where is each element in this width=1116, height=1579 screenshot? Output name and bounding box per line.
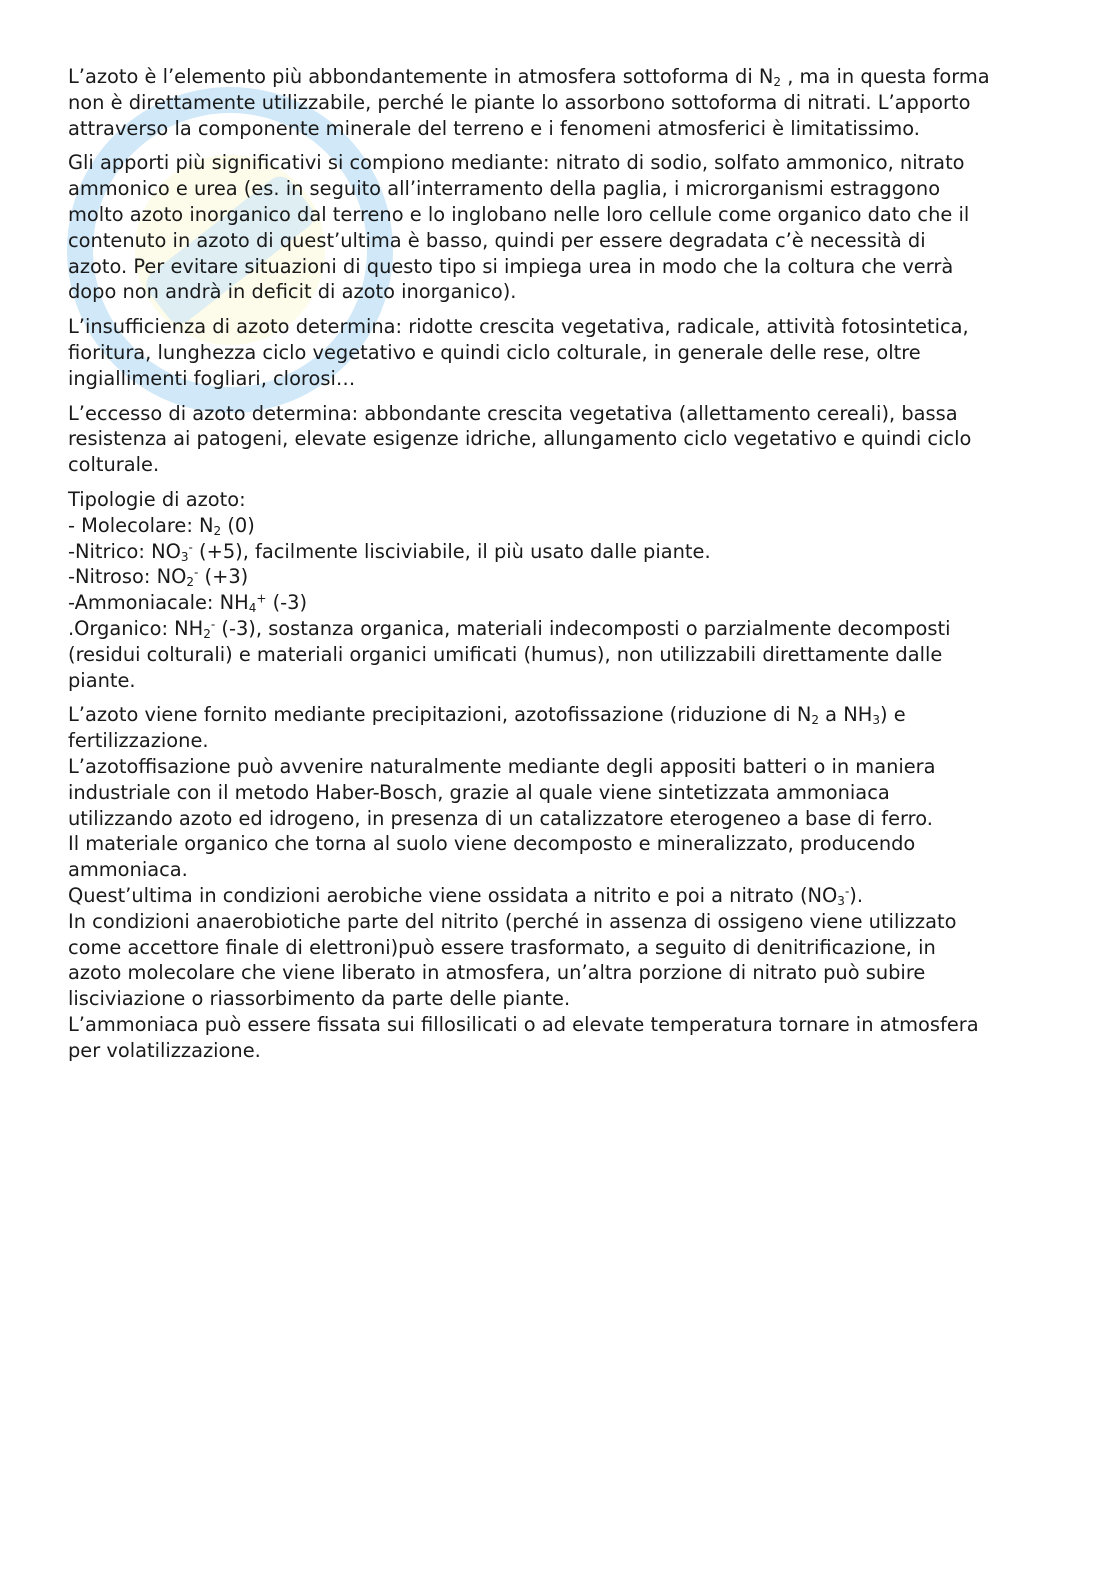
text-line <box>68 426 1058 452</box>
superscript: + <box>256 591 267 606</box>
text-line <box>68 883 1058 909</box>
text-line <box>68 806 1058 832</box>
paragraph <box>68 401 1058 478</box>
text-line <box>68 202 1058 228</box>
text-line <box>68 116 1058 142</box>
text-line <box>68 960 1058 986</box>
text-line <box>68 986 1058 1012</box>
text-run: non è direttamente utilizzabile, perché le piante lo assorbono sottoforma di nitrati. L’apporto <box>68 90 971 114</box>
text-line <box>68 366 1058 392</box>
text-run: contenuto in azoto di quest’ultima è basso, quindi per essere degradata c’è necessità di <box>68 228 926 252</box>
text-run: fertilizzazione. <box>68 729 209 753</box>
text-line <box>68 564 1058 590</box>
text-line <box>68 487 1058 513</box>
text-line <box>68 176 1058 202</box>
text-line <box>68 64 1058 90</box>
text-run: attraverso la componente minerale del terreno e i fenomeni atmosferici è limitatissimo. <box>68 116 920 140</box>
text-run: Il materiale organico che torna al suolo viene decomposto e mineralizzato, producendo <box>68 832 916 856</box>
text-run: ) e <box>879 703 906 727</box>
text-run: (+3) <box>198 565 249 589</box>
subscript: 2 <box>811 713 820 728</box>
text-run: L’azotoffisazione può avvenire naturalmente mediante degli appositi batteri o in maniera <box>68 754 936 778</box>
text-line <box>68 590 1058 616</box>
text-run: per volatilizzazione. <box>68 1038 261 1062</box>
text-run: L’insufficienza di azoto determina: ridotte crescita vegetativa, radicale, attività fotosintetica, <box>68 315 969 339</box>
text-run: (-3) <box>266 591 308 615</box>
text-run: molto azoto inorganico dal terreno e lo inglobano nelle loro cellule come organico dato che il <box>68 202 970 226</box>
text-run: dopo non andrà in deficit di azoto inorganico). <box>68 280 517 304</box>
text-run: azoto molecolare che viene liberato in atmosfera, un’altra porzione di nitrato può subire <box>68 961 926 985</box>
text-line <box>68 935 1058 961</box>
text-line <box>68 616 1058 642</box>
paragraph <box>68 702 1058 1063</box>
text-run: Quest’ultima in condizioni aerobiche viene ossidata a nitrito e poi a nitrato (NO <box>68 883 838 907</box>
text-line <box>68 340 1058 366</box>
subscript: 2 <box>773 75 782 89</box>
text-run: resistenza ai patogeni, elevate esigenze idriche, allungamento ciclo vegetativo e quindi ciclo <box>68 427 972 451</box>
text-line <box>68 150 1058 176</box>
text-run: L’ammoniaca può essere fissata sui fillosilicati o ad elevate temperatura tornare in atmosfera <box>68 1012 979 1036</box>
text-run: colturale. <box>68 453 160 477</box>
text-run: lisciviazione o riassorbimento da parte delle piante. <box>68 987 571 1011</box>
superscript: - <box>210 617 216 632</box>
text-line <box>68 702 1058 728</box>
subscript: 4 <box>248 601 257 616</box>
text-run: -Nitroso: NO <box>68 565 187 589</box>
paragraph <box>68 64 1058 141</box>
text-run: ingiallimenti fogliari, clorosi… <box>68 366 356 390</box>
text-run: -Ammoniacale: NH <box>68 591 249 615</box>
text-run: fioritura, lunghezza ciclo vegetativo e quindi ciclo colturale, in generale delle rese, oltre <box>68 340 921 364</box>
text-run: industriale con il metodo Haber-Bosch, grazie al quale viene sintetizzata ammoniaca <box>68 780 890 804</box>
text-run: Tipologie di azoto: <box>68 487 246 511</box>
text-run: - Molecolare: N <box>68 513 214 537</box>
text-line <box>68 279 1058 305</box>
text-run: , ma in questa forma <box>781 65 990 88</box>
text-run: (residui colturali) e materiali organici umificati (humus), non utilizzabili direttamente dalle <box>68 642 943 666</box>
text-run: utilizzando azoto ed idrogeno, in presenza di un catalizzatore eterogeneo a base di ferro. <box>68 806 933 830</box>
text-line <box>68 831 1058 857</box>
text-line <box>68 452 1058 478</box>
text-run: L’eccesso di azoto determina: abbondante crescita vegetativa (allettamento cereali), bassa <box>68 401 958 425</box>
text-run: L’azoto viene fornito mediante precipitazioni, azotofissazione (riduzione di N <box>68 703 812 727</box>
text-line <box>68 513 1058 539</box>
text-run: (0) <box>221 513 255 537</box>
text-line <box>68 780 1058 806</box>
paragraph <box>68 314 1058 391</box>
text-run: Gli apporti più significativi si compiono mediante: nitrato di sodio, solfato ammonico, nitrato <box>68 151 965 175</box>
text-line <box>68 539 1058 565</box>
superscript: - <box>194 565 199 580</box>
paragraph <box>68 487 1058 693</box>
text-line <box>68 254 1058 280</box>
text-run: (-3), sostanza organica, materiali indecomposti o parzialmente decomposti <box>215 616 951 640</box>
text-run: (+5), facilmente lisciviabile, il più usato dalle piante. <box>192 539 711 563</box>
text-run: piante. <box>68 668 136 692</box>
text-line <box>68 1012 1058 1038</box>
text-run: ammonico e urea (es. in seguito all’interramento della paglia, i microrganismi estraggono <box>68 177 941 201</box>
superscript: - <box>844 884 850 899</box>
text-run: -Nitrico: NO <box>68 539 181 563</box>
text-line <box>68 401 1058 427</box>
text-line <box>68 90 1058 116</box>
text-line <box>68 909 1058 935</box>
document-body <box>68 64 1058 1072</box>
subscript: 2 <box>203 626 211 641</box>
subscript: 2 <box>213 523 222 538</box>
text-run: come accettore finale di elettroni)può essere trasformato, a seguito di denitrificazione, in <box>68 935 936 959</box>
text-line <box>68 228 1058 254</box>
text-line <box>68 314 1058 340</box>
text-line <box>68 668 1058 694</box>
text-line <box>68 754 1058 780</box>
text-line <box>68 642 1058 668</box>
text-run: .Organico: NH <box>68 616 204 640</box>
superscript: - <box>188 539 193 554</box>
text-run: ammoniaca. <box>68 858 188 882</box>
text-run: In condizioni anaerobiotiche parte del nitrito (perché in assenza di ossigeno viene utilizzato <box>68 909 957 933</box>
subscript: 3 <box>180 549 189 564</box>
text-run: ). <box>849 883 864 907</box>
subscript: 2 <box>186 575 194 590</box>
paragraph <box>68 150 1058 305</box>
subscript: 3 <box>872 713 880 728</box>
subscript: 3 <box>837 893 845 908</box>
text-line <box>68 857 1058 883</box>
text-line <box>68 728 1058 754</box>
text-run: L’azoto è l’elemento più abbondantemente in atmosfera sottoforma di N <box>68 65 774 88</box>
text-run: a NH <box>819 703 873 727</box>
text-line <box>68 1038 1058 1064</box>
text-run: azoto. Per evitare situazioni di questo tipo si impiega urea in modo che la coltura che verrà <box>68 254 954 278</box>
